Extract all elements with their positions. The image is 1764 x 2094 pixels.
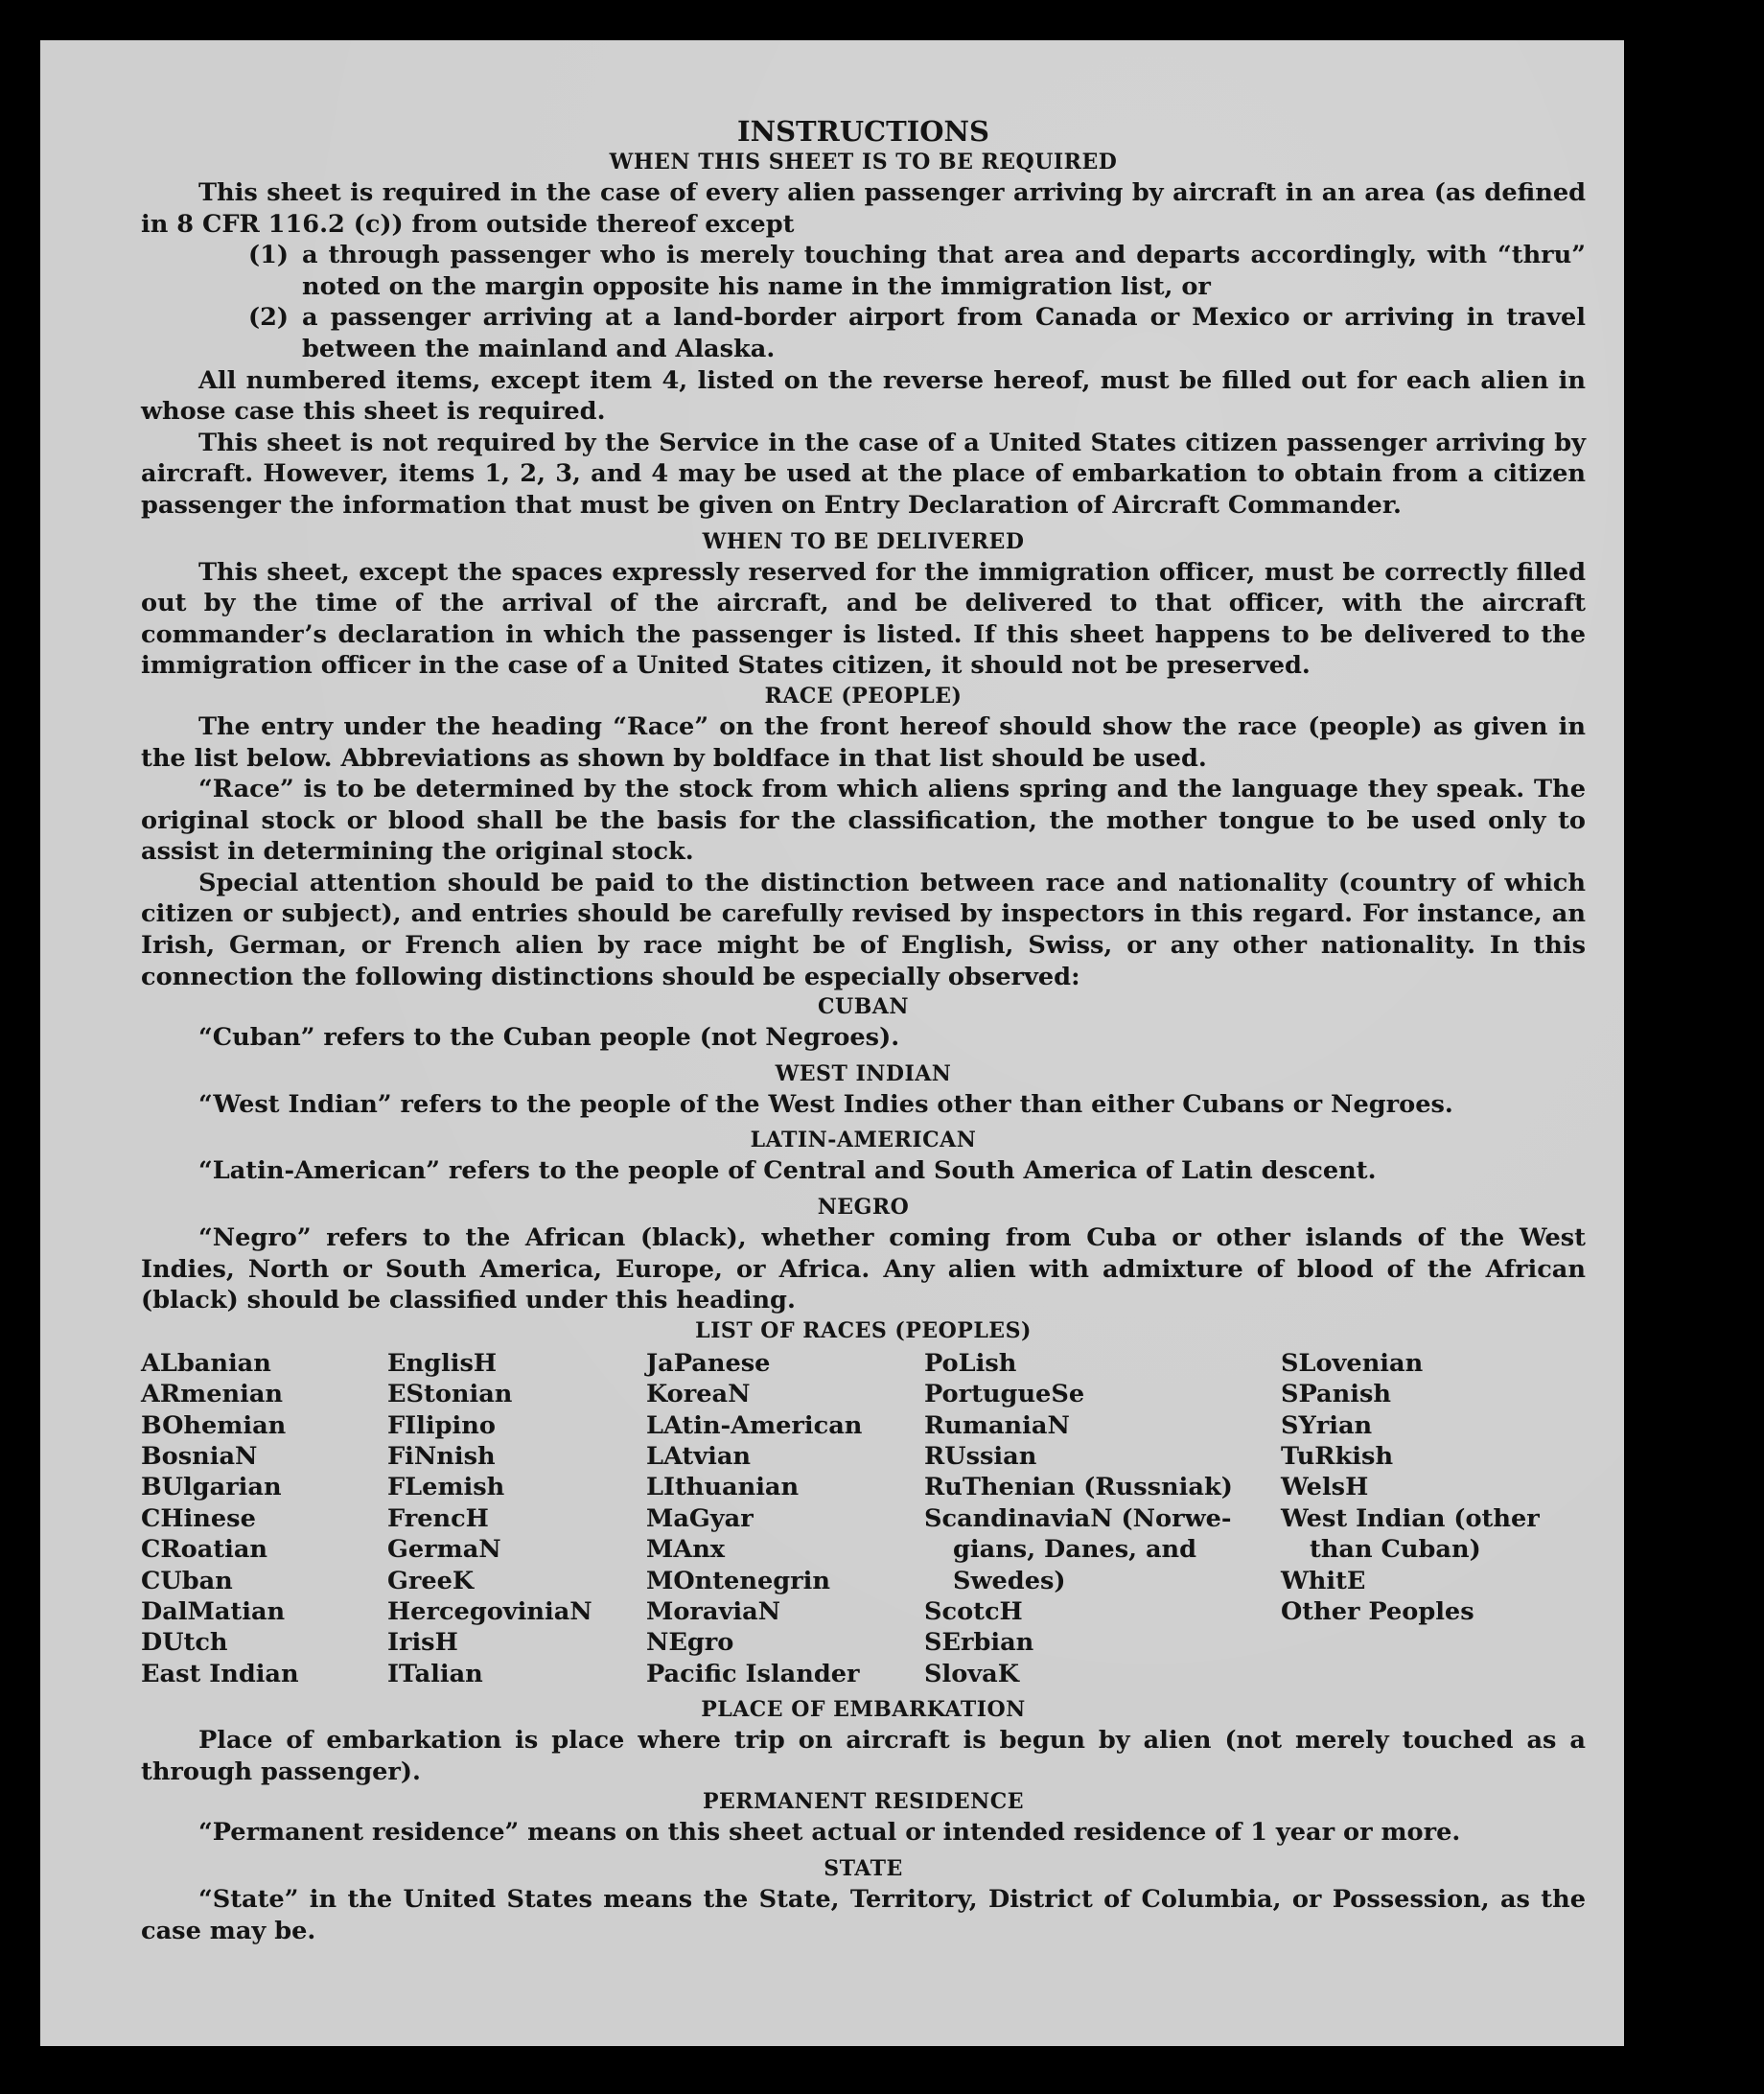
race-item: ScandinaviaN (Norwe- <box>924 1503 1232 1533</box>
race-item: JaPanese <box>646 1348 771 1378</box>
delivery-paragraph: This sheet, except the spaces expressly reserved for the immigration officer, must be correctly filled out by the time of the arrival of the aircraft, and be delivered to that officer, with the aircraft commander’s declaration in which the passenger is listed. If this sheet happens to be delivered to the immigration officer in the case of a United States citizen, it should not be preserved. <box>141 557 1586 681</box>
heading-embarkation: PLACE OF EMBARKATION <box>701 1697 1026 1723</box>
heading-cuban: CUBAN <box>818 994 909 1020</box>
race-item: MOntenegrin <box>646 1566 830 1595</box>
race-item: RumaniaN <box>924 1410 1070 1440</box>
race-item: ARmenian <box>141 1380 284 1409</box>
race-item: RuThenian (Russniak) <box>924 1473 1233 1502</box>
race-paragraph-1: The entry under the heading “Race” on the front hereof should show the race (people) as given in the list below. Abbreviations as shown by boldface in that list should be used. <box>141 711 1586 773</box>
item-text: a through passenger who is merely touching that area and departs accordingly, with “thru” noted on the margin opposite his name in the immigration list, or <box>302 241 1586 301</box>
page-title: INSTRUCTIONS <box>737 115 989 148</box>
race-item: CUban <box>141 1566 233 1595</box>
race-item: CHinese <box>141 1503 256 1533</box>
race-column-4 <box>924 1348 1281 1689</box>
race-item: IrisH <box>387 1628 458 1658</box>
item-number: (1) <box>248 241 290 270</box>
race-column-1 <box>141 1348 387 1689</box>
race-item: DUtch <box>141 1628 228 1658</box>
exception-item-1 <box>141 240 1586 302</box>
heading-negro: NEGRO <box>817 1195 910 1221</box>
numbered-items-paragraph: All numbered items, except item 4, listed on the reverse hereof, must be filled out for each alien in whose case this sheet is required. <box>141 365 1586 427</box>
race-item: ITalian <box>387 1659 483 1688</box>
race-item: NEgro <box>646 1628 734 1658</box>
race-item: PortugueSe <box>924 1380 1085 1409</box>
race-item: GreeK <box>387 1566 475 1595</box>
race-item: HercegoviniaN <box>387 1597 592 1627</box>
instructions-body <box>141 115 1586 1946</box>
heading-latin-american: LATIN-AMERICAN <box>750 1128 977 1153</box>
race-item: GermaN <box>387 1535 501 1565</box>
race-item: MaGyar <box>646 1503 754 1533</box>
race-item: LIthuanian <box>646 1473 800 1502</box>
heading-list-of-races: LIST OF RACES (PEOPLES) <box>695 1317 1032 1343</box>
race-item: RUssian <box>924 1442 1037 1472</box>
race-item: EnglisH <box>387 1348 498 1378</box>
race-item: ScotcH <box>924 1597 1023 1627</box>
state-definition: “State” in the United States means the State, Territory, District of Columbia, or Possession, as the case may be. <box>141 1885 1586 1945</box>
race-item: BOhemian <box>141 1410 287 1440</box>
race-item: PoLish <box>924 1348 1017 1378</box>
race-item: SlovaK <box>924 1659 1019 1688</box>
heading-when-required: WHEN THIS SHEET IS TO BE REQUIRED <box>609 150 1118 174</box>
heading-when-delivered: WHEN TO BE DELIVERED <box>702 528 1025 554</box>
citizen-paragraph: This sheet is not required by the Service in the case of a United States citizen passenger arriving by aircraft. However, items 1, 2, 3, and 4 may be used at the place of embarkation to obtain from a citizen passenger the information that must be given on Entry Declaration of Aircraft Commander. <box>141 428 1586 520</box>
race-item: MAnx <box>646 1535 726 1565</box>
residence-definition: “Permanent residence” means on this sheet actual or intended residence of 1 year or more. <box>198 1818 1461 1848</box>
race-column-5 <box>1281 1348 1586 1689</box>
embarkation-definition: Place of embarkation is place where trip on aircraft is begun by alien (not merely touched as a through passenger). <box>141 1726 1586 1786</box>
race-column-3 <box>646 1348 924 1689</box>
race-item: LAtvian <box>646 1442 752 1472</box>
race-item: ALbanian <box>141 1348 271 1378</box>
race-item-continued: Swedes) <box>953 1566 1066 1595</box>
race-item: East Indian <box>141 1659 299 1688</box>
race-item: BosniaN <box>141 1442 258 1472</box>
race-item: WelsH <box>1281 1473 1369 1502</box>
race-item: West Indian (other <box>1281 1503 1540 1533</box>
cuban-definition: “Cuban” refers to the Cuban people (not Negroes). <box>198 1023 900 1053</box>
race-item: SYrian <box>1281 1410 1373 1440</box>
race-item: Other Peoples <box>1281 1597 1474 1627</box>
heading-state: STATE <box>824 1856 903 1882</box>
race-item: DalMatian <box>141 1597 286 1627</box>
item-text: a passenger arriving at a land-border airport from Canada or Mexico or arriving in travel between the mainland and Alaska. <box>302 303 1586 363</box>
intro-paragraph: This sheet is required in the case of every alien passenger arriving by aircraft in an area (as defined in 8 CFR 116.2 (c)) from outside thereof except <box>141 178 1586 239</box>
heading-race: RACE (PEOPLE) <box>764 683 963 709</box>
race-item: FiNnish <box>387 1442 496 1472</box>
race-item: KoreaN <box>646 1380 751 1409</box>
race-item: FIlipino <box>387 1410 496 1440</box>
negro-definition: “Negro” refers to the African (black), whether coming from Cuba or other islands of the West Indies, North or South America, Europe, or Africa. Any alien with admixture of blood of the African (black) should be classified under this heading. <box>141 1223 1586 1315</box>
item-number: (2) <box>248 303 290 333</box>
race-item: Pacific Islander <box>646 1659 860 1688</box>
race-item: SPanish <box>1281 1380 1391 1409</box>
race-item: LAtin-American <box>646 1410 863 1440</box>
race-paragraph-3: Special attention should be paid to the distinction between race and nationality (country of which citizen or subject), and entries should be carefully revised by inspectors in this regard. For instance, an Irish, German, or French alien by race might be of English, Swiss, or any other nationality. In this connection the following distinctions should be especially observed: <box>141 868 1586 991</box>
heading-west-indian: WEST INDIAN <box>775 1060 952 1086</box>
race-item: SLovenian <box>1281 1348 1424 1378</box>
exception-item-2 <box>141 302 1586 364</box>
race-item: FLemish <box>387 1473 505 1502</box>
race-item: SErbian <box>924 1628 1034 1658</box>
race-item: EStonian <box>387 1380 513 1409</box>
race-item-continued: than Cuban) <box>1310 1535 1481 1565</box>
heading-permanent-residence: PERMANENT RESIDENCE <box>703 1789 1024 1815</box>
race-item: TuRkish <box>1281 1442 1394 1472</box>
west-indian-definition: “West Indian” refers to the people of the West Indies other than either Cubans or Negroes. <box>198 1089 1453 1119</box>
race-list <box>141 1348 1586 1689</box>
race-paragraph-2: “Race” is to be determined by the stock from which aliens spring and the language they speak. The original stock or blood shall be the basis for the classification, the mother tongue to be used only to assist in determining the original stock. <box>141 775 1586 867</box>
race-column-2 <box>387 1348 646 1689</box>
race-item-continued: gians, Danes, and <box>953 1535 1197 1565</box>
race-item: BUlgarian <box>141 1473 282 1502</box>
race-item: MoraviaN <box>646 1597 781 1627</box>
race-item: WhitE <box>1281 1566 1366 1595</box>
document-page <box>40 40 1624 2046</box>
race-item: FrencH <box>387 1503 489 1533</box>
latin-american-definition: “Latin-American” refers to the people of Central and South America of Latin descent. <box>198 1156 1377 1186</box>
race-item: CRoatian <box>141 1535 268 1565</box>
